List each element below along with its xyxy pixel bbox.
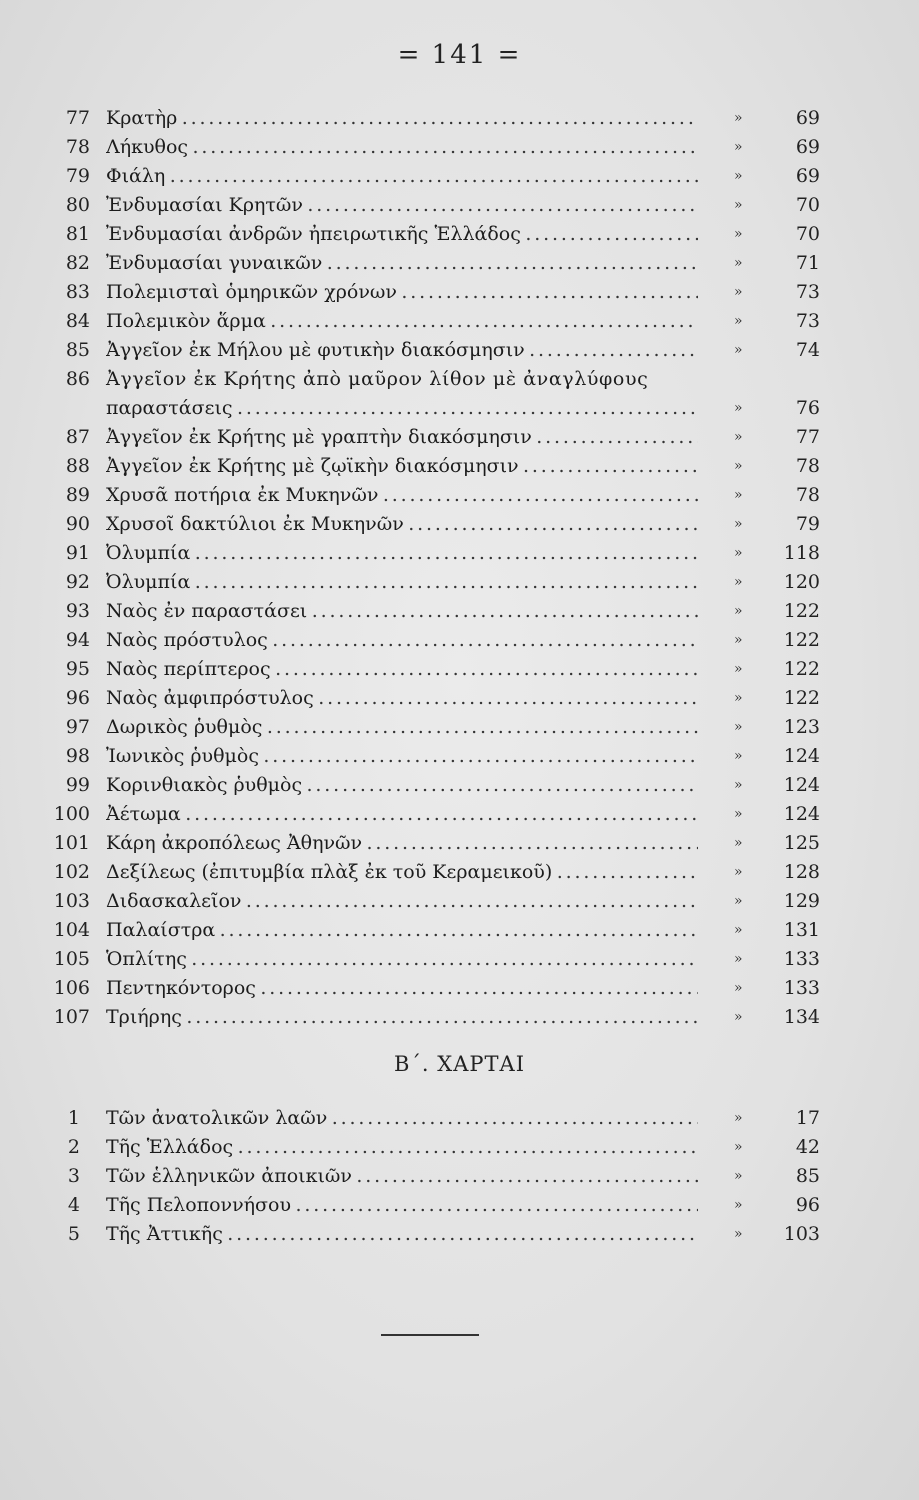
entry-page: 77 [795,426,820,448]
entry-page: 70 [795,194,820,216]
entry-number: 106 [53,977,90,999]
entry-title: Λήκυθος . . . [106,133,698,162]
entry-page: 74 [795,339,820,361]
entry-page: 69 [795,136,820,158]
entry-page: 129 [783,890,820,912]
ditto-mark: » [734,748,743,764]
ditto-mark: » [734,342,743,358]
list-item [0,104,919,133]
list-item [0,249,919,278]
ditto-mark: » [734,1168,743,1184]
entry-title: Κρατὴρ . . . [106,104,698,133]
ditto-mark: » [734,284,743,300]
list-item [0,684,919,713]
list-item [0,220,919,249]
entry-page: 122 [783,687,820,709]
entry-number: 89 [65,484,90,506]
entry-title: Ναὸς πρόστυλος . . . [106,626,698,655]
entry-title: Χρυσᾶ ποτήρια ἐκ Μυκηνῶν . . . [106,481,698,510]
entry-page: 120 [783,571,820,593]
ditto-mark: » [734,951,743,967]
entry-number: 4 [67,1194,80,1216]
entry-title: Τῶν ἀνατολικῶν λαῶν . . . [106,1104,698,1133]
entry-title: Ὁπλίτης . . . [106,945,698,974]
entry-page: 124 [783,803,820,825]
entry-title-line2: παραστάσεις . . . [106,394,698,423]
entry-number: 91 [65,542,90,564]
list-item [0,133,919,162]
entry-number: 105 [53,948,90,970]
entry-number: 79 [65,165,90,187]
ditto-mark: » [734,400,743,416]
entry-page: 131 [783,919,820,941]
entry-number: 87 [65,426,90,448]
entry-number: 86 [65,368,90,390]
ditto-mark: » [734,574,743,590]
ditto-mark: » [734,487,743,503]
ditto-mark: » [734,864,743,880]
entry-number: 85 [65,339,90,361]
ditto-mark: » [734,777,743,793]
list-item [0,1104,919,1133]
entry-page: 96 [795,1194,820,1216]
entry-title: Ἀγγεῖον ἐκ Κρήτης μὲ γραπτὴν διακόσμησιν . . . [106,423,698,452]
entry-number: 96 [65,687,90,709]
entry-title: Κάρη ἀκροπόλεως Ἀθηνῶν . . . [106,829,698,858]
entry-page: 103 [783,1223,820,1245]
ditto-mark: » [734,603,743,619]
entry-title: Τῆς Ἑλλάδος . . . [106,1133,698,1162]
entry-title: Τῶν ἑλληνικῶν ἀποικιῶν . . . [106,1162,698,1191]
entry-page: 128 [783,861,820,883]
ditto-mark: » [734,1110,743,1126]
list-item [0,655,919,684]
entry-page: 78 [795,455,820,477]
page-number: = 141 = [397,40,522,70]
entry-number: 78 [65,136,90,158]
entry-page: 122 [783,600,820,622]
entry-page: 133 [783,948,820,970]
entry-page: 125 [783,832,820,854]
closing-rule [381,1334,479,1336]
entry-title: Τριήρης . . . [106,1003,698,1032]
entry-title [106,365,698,423]
entry-title: Πολεμισταὶ ὁμηρικῶν χρόνων . . . [106,278,698,307]
ditto-mark: » [734,835,743,851]
entry-number: 95 [65,658,90,680]
ditto-mark: » [734,632,743,648]
entry-title: Πολεμικὸν ἅρμα . . . [106,307,698,336]
list-item [0,597,919,626]
entry-title: Ἀγγεῖον ἐκ Μήλου μὲ φυτικὴν διακόσμησιν . . . [106,336,698,365]
entry-number: 5 [67,1223,80,1245]
entry-number: 100 [53,803,90,825]
entry-number: 101 [53,832,90,854]
entry-page: 17 [795,1107,820,1129]
list-item [0,278,919,307]
entry-title: Ὀλυμπία . . . [106,539,698,568]
entry-page: 118 [783,542,820,564]
entry-page: 71 [795,252,820,274]
entry-title: Κορινθιακὸς ῥυθμὸς . . . [106,771,698,800]
entry-number: 97 [65,716,90,738]
ditto-mark: » [734,429,743,445]
list-item [0,829,919,858]
list-item [0,423,919,452]
entry-number: 81 [65,223,90,245]
entry-number: 2 [67,1136,80,1158]
entry-number: 83 [65,281,90,303]
entry-title: Χρυσοῖ δακτύλιοι ἐκ Μυκηνῶν . . . [106,510,698,539]
entry-number: 103 [53,890,90,912]
entry-title: Ναὸς ἐν παραστάσει . . . [106,597,698,626]
entry-number: 90 [65,513,90,535]
entry-title: Ναὸς ἀμφιπρόστυλος . . . [106,684,698,713]
entry-number: 1 [67,1107,80,1129]
entry-title: Δωρικὸς ῥυθμὸς . . . [106,713,698,742]
entry-title: Παλαίστρα . . . [106,916,698,945]
list-item [0,742,919,771]
entry-title: Τῆς Πελοποννήσου . . . [106,1191,698,1220]
list-item [0,452,919,481]
section-heading-maps: Β΄. ΧΑΡΤΑΙ [394,1052,525,1076]
ditto-mark: » [734,110,743,126]
ditto-mark: » [734,545,743,561]
entry-title: Τῆς Ἀττικῆς . . . [106,1220,698,1249]
entry-page: 69 [795,107,820,129]
list-item [0,771,919,800]
entry-page: 124 [783,774,820,796]
entry-title-line1: Ἀγγεῖον ἐκ Κρήτης ἀπὸ μαῦρον λίθον μὲ ἀναγλύφους [106,368,649,390]
entry-number: 99 [65,774,90,796]
ditto-mark: » [734,458,743,474]
list-item [0,365,919,423]
ditto-mark: » [734,922,743,938]
list-item [0,887,919,916]
entry-page: 69 [795,165,820,187]
ditto-mark: » [734,168,743,184]
list-item [0,713,919,742]
entry-title: Ἐνδυμασίαι Κρητῶν . . . [106,191,698,220]
ditto-mark: » [734,1197,743,1213]
ditto-mark: » [734,1139,743,1155]
entry-title: Ἀγγεῖον ἐκ Κρήτης μὲ ζῳϊκὴν διακόσμησιν . . . [106,452,698,481]
entry-number: 98 [65,745,90,767]
entry-page: 133 [783,977,820,999]
entry-page: 122 [783,658,820,680]
entry-number: 77 [65,107,90,129]
entry-number: 84 [65,310,90,332]
entry-number: 94 [65,629,90,651]
ditto-mark: » [734,197,743,213]
entry-number: 80 [65,194,90,216]
ditto-mark: » [734,226,743,242]
entry-title: Ἰωνικὸς ῥυθμὸς . . . [106,742,698,771]
entry-page: 73 [795,310,820,332]
illustrations-list [0,104,919,1032]
entry-page: 134 [783,1006,820,1028]
list-item [0,568,919,597]
list-item [0,1003,919,1032]
list-item [0,626,919,655]
ditto-mark: » [734,980,743,996]
list-item [0,1220,919,1249]
list-item [0,191,919,220]
ditto-mark: » [734,139,743,155]
entry-number: 82 [65,252,90,274]
entry-page: 85 [795,1165,820,1187]
entry-title: Ἀέτωμα . . . [106,800,698,829]
entry-title: Πεντηκόντορος . . . [106,974,698,1003]
entry-page: 122 [783,629,820,651]
list-item [0,800,919,829]
entry-page: 73 [795,281,820,303]
list-item [0,162,919,191]
maps-list [0,1104,919,1249]
list-item [0,481,919,510]
list-item [0,539,919,568]
list-item [0,307,919,336]
entry-page: 78 [795,484,820,506]
entry-number: 102 [53,861,90,883]
entry-number: 104 [53,919,90,941]
entry-page: 124 [783,745,820,767]
ditto-mark: » [734,690,743,706]
list-item [0,1133,919,1162]
entry-page: 70 [795,223,820,245]
entry-title: Ὀλυμπία . . . [106,568,698,597]
entry-title: Ἐνδυμασίαι γυναικῶν . . . [106,249,698,278]
entry-title: Φιάλη . . . [106,162,698,191]
list-item [0,974,919,1003]
entry-title: Ναὸς περίπτερος . . . [106,655,698,684]
entry-title: Διδασκαλεῖον . . . [106,887,698,916]
entry-page: 76 [795,397,820,419]
entry-number: 92 [65,571,90,593]
entry-title: Ἐνδυμασίαι ἀνδρῶν ἠπειρωτικῆς Ἑλλάδος . . . [106,220,698,249]
ditto-mark: » [734,516,743,532]
ditto-mark: » [734,661,743,677]
ditto-mark: » [734,806,743,822]
entry-title: Δεξίλεως (ἐπιτυμβία πλὰξ ἐκ τοῦ Κεραμεικοῦ) . . . [106,858,698,887]
ditto-mark: » [734,893,743,909]
ditto-mark: » [734,313,743,329]
ditto-mark: » [734,255,743,271]
list-item [0,945,919,974]
list-item [0,916,919,945]
list-item [0,1191,919,1220]
entry-number: 93 [65,600,90,622]
entry-number: 107 [53,1006,90,1028]
list-item [0,510,919,539]
entry-page: 42 [795,1136,820,1158]
ditto-mark: » [734,1226,743,1242]
ditto-mark: » [734,1009,743,1025]
list-item [0,1162,919,1191]
list-item [0,858,919,887]
entry-number: 3 [67,1165,80,1187]
entry-page: 123 [783,716,820,738]
entry-page: 79 [795,513,820,535]
ditto-mark: » [734,719,743,735]
entry-number: 88 [65,455,90,477]
list-item [0,336,919,365]
